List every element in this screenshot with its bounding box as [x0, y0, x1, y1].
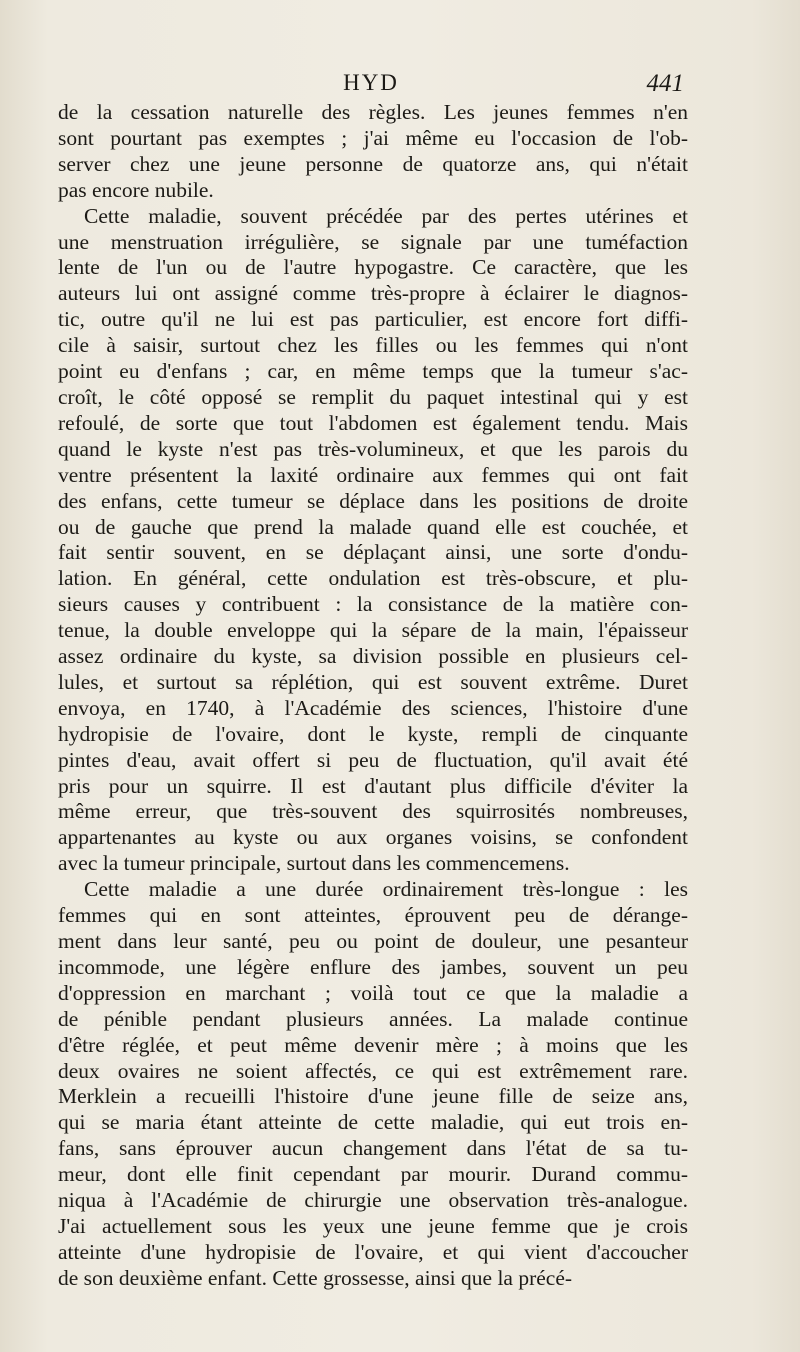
page-header [58, 70, 684, 102]
text-line: appartenantes au kyste ou aux organes voisins, se confondent [58, 825, 688, 850]
body-text [58, 100, 688, 1292]
text-line: croît, le côté opposé se remplit du paquet intestinal qui y est [58, 384, 688, 409]
text-line: ventre présentent la laxité ordinaire aux femmes qui ont fait [58, 462, 688, 487]
text-line: de la cessation naturelle des règles. Les jeunes femmes n'en [58, 100, 688, 124]
text-line: J'ai actuellement sous les yeux une jeune femme que je crois [58, 1213, 688, 1238]
text-line: même erreur, que très-souvent des squirrosités nombreuses, [58, 799, 688, 824]
text-line: cile à saisir, surtout chez les filles ou les femmes qui n'ont [58, 333, 688, 358]
text-line: lente de l'un ou de l'autre hypogastre. Ce caractère, que les [58, 255, 688, 280]
text-line: point eu d'enfans ; car, en même temps que la tumeur s'ac- [58, 359, 688, 384]
text-line: refoulé, de sorte que tout l'abdomen est également tendu. Mais [58, 410, 688, 435]
text-line: incommode, une légère enflure des jambes, souvent un peu [58, 954, 688, 979]
text-line: envoya, en 1740, à l'Académie des sciences, l'histoire d'une [58, 695, 688, 720]
text-line: pintes d'eau, avait offert si peu de fluctuation, qu'il avait été [58, 747, 688, 772]
text-line: Cette maladie, souvent précédée par des pertes utérines et [84, 203, 688, 228]
text-line: hydropisie de l'ovaire, dont le kyste, rempli de cinquante [58, 721, 688, 746]
text-line: Merklein a recueilli l'histoire d'une jeune fille de seize ans, [58, 1084, 688, 1109]
text-line: server chez une jeune personne de quatorze ans, qui n'était [58, 151, 688, 176]
text-line: femmes qui en sont atteintes, éprouvent peu de dérange- [58, 903, 688, 928]
text-line: tenue, la double enveloppe qui la sépare de la main, l'épaisseur [58, 618, 688, 643]
text-line: ment dans leur santé, peu ou point de douleur, une pesanteur [58, 929, 688, 953]
text-line: de pénible pendant plusieurs années. La malade continue [58, 1006, 688, 1031]
paragraph [58, 877, 688, 1292]
text-line: fait sentir souvent, en se déplaçant ainsi, une sorte d'ondu- [58, 540, 688, 565]
text-line: une menstruation irrégulière, se signale par une tuméfaction [58, 229, 688, 254]
text-line: avec la tumeur principale, surtout dans les commencemens. [58, 851, 570, 876]
text-line: tic, outre qu'il ne lui est pas particulier, est encore fort diffi- [58, 307, 688, 332]
paragraph [58, 100, 688, 204]
text-line: meur, dont elle finit cependant par mourir. Durand commu- [58, 1162, 688, 1187]
running-head: HYD [343, 70, 399, 95]
text-line: auteurs lui ont assigné comme très-propre à éclairer le diagnos- [58, 281, 688, 306]
text-line: assez ordinaire du kyste, sa division possible en plusieurs cel- [58, 644, 688, 669]
text-line: des enfans, cette tumeur se déplace dans les positions de droite [58, 488, 688, 513]
text-line: d'oppression en marchant ; voilà tout ce que la maladie a [58, 980, 688, 1005]
page-number: 441 [646, 70, 684, 97]
text-line: deux ovaires ne soient affectés, ce qui est extrêmement rare. [58, 1058, 688, 1083]
text-line: pas encore nubile. [58, 177, 214, 202]
paragraph [58, 204, 688, 878]
text-line: atteinte d'une hydropisie de l'ovaire, et qui vient d'accoucher [58, 1239, 688, 1264]
text-line: pris pour un squirre. Il est d'autant plus difficile d'éviter la [58, 773, 688, 798]
text-line: ou de gauche que prend la malade quand elle est couchée, et [58, 514, 688, 539]
text-line: quand le kyste n'est pas très-volumineux, et que les parois du [58, 436, 688, 461]
text-line: lules, et surtout sa réplétion, qui est souvent extrême. Duret [58, 669, 688, 694]
text-line: sont pourtant pas exemptes ; j'ai même eu l'occasion de l'ob- [58, 125, 688, 150]
text-line: de son deuxième enfant. Cette grossesse, ainsi que la précé- [58, 1265, 573, 1290]
text-line: qui se maria étant atteinte de cette maladie, qui eut trois en- [58, 1110, 688, 1135]
text-line: sieurs causes y contribuent : la consistance de la matière con- [58, 592, 688, 617]
text-line: Cette maladie a une durée ordinairement très-longue : les [84, 877, 688, 902]
text-line: niqua à l'Académie de chirurgie une observation très-analogue. [58, 1188, 688, 1213]
text-line: d'être réglée, et peut même devenir mère ; à moins que les [58, 1032, 688, 1057]
text-line: lation. En général, cette ondulation est très-obscure, et plu- [58, 566, 688, 591]
text-line: fans, sans éprouver aucun changement dans l'état de sa tu- [58, 1136, 688, 1161]
